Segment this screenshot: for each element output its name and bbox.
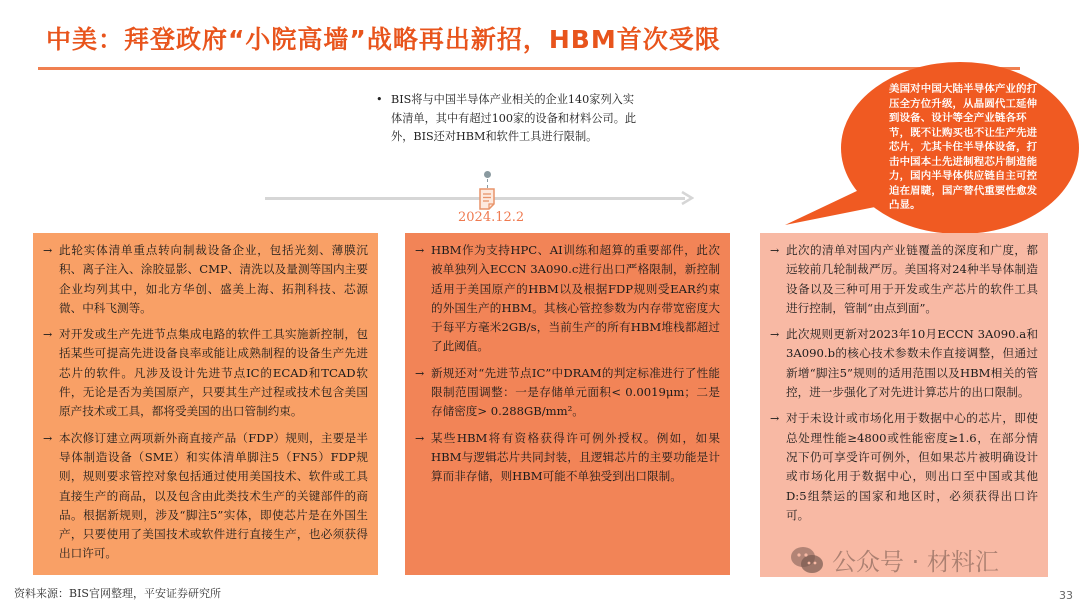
list-item	[43, 325, 368, 421]
page-title: 中美：拜登政府“小院高墙”战略再出新招，HBM首次受限	[46, 25, 721, 54]
arrow-icon: →	[415, 431, 425, 445]
item-text: 此次的清单对国内产业链覆盖的深度和广度，都远较前几轮制裁严厉。美国将对24种半导体制造设备以及三种可用于开发或生产芯片的软件工具进行控制，管制“由点到面”。	[786, 243, 1038, 315]
item-text: 对于未设计或市场化用于数据中心的芯片，即使总处理性能≥4800或性能密度≥1.6，在部分情况下仍可享受许可例外，但如果芯片被明确设计或市场化用于数据中心，则出口至中国或其他D:5组禁运的国家和地区时，必须获得出口许可。	[786, 411, 1038, 522]
timeline-axis	[265, 197, 685, 200]
item-text: 新规还对“先进节点IC”中DRAM的判定标准进行了性能限制范围调整：一是存储单元面积< 0.0019μm；二是存储密度> 0.288GB/mm²。	[431, 365, 720, 419]
item-text: 本次修订建立两项新外商直接产品（FDP）规则，主要是半导体制造设备（SME）和实体清单脚注5（FN5）FDP规则，规则要求管控对象包括通过使用美国技术、软件或工具直接生产的商品，以及包含由此类技术生产的关键部件的商品。根据新规则，涉及“脚注5”实体，即使芯片是在外国生产，只要使用了美国技术或软件进行直接生产，也必须获得出口许可。	[59, 430, 368, 561]
list-item	[415, 429, 720, 487]
right-panel	[760, 233, 1048, 577]
item-text: 某些HBM将有资格获得许可例外授权。例如，如果HBM与逻辑芯片共同封装，且逻辑芯片的主要功能是计算而非存储，则HBM可能不单独受到出口限制。	[431, 430, 720, 484]
event-description: BIS将与中国半导体产业相关的企业140家列入实体清单，其中有超过100家的设备和材料公司。此外，BIS还对HBM和软件工具进行限制。	[391, 93, 637, 143]
item-text: HBM作为支持HPC、AI训练和超算的重要部件，此次被单独列入ECCN 3A090.c进行出口严格限制，新控制适用于美国原产的HBM以及根据FDP规则受EAR约束的外国生产的HBM。其核心管控参数为内存带宽密度大于每平方毫米2GB/s，当前生产的所有HBM堆栈都超过了此阈值。	[431, 243, 720, 354]
list-item	[415, 241, 720, 357]
list-item	[415, 364, 720, 422]
page-number: 33	[1059, 589, 1073, 602]
source-note: 资料来源：BIS官网整理，平安证券研究所	[14, 587, 221, 600]
arrow-icon: →	[415, 366, 425, 380]
list-item	[43, 241, 368, 318]
arrow-icon: →	[770, 244, 780, 257]
arrow-icon: →	[770, 328, 780, 342]
list-item	[770, 325, 1038, 402]
watermark	[790, 542, 999, 577]
timeline-event-text	[378, 91, 640, 147]
timeline-arrow-icon	[680, 190, 694, 206]
list-item	[770, 241, 1038, 318]
arrow-icon: →	[43, 328, 53, 342]
wechat-icon	[790, 545, 824, 575]
arrow-icon: →	[43, 431, 53, 445]
list-item	[770, 409, 1038, 525]
bullet-marker: •	[376, 93, 383, 106]
arrow-icon: →	[770, 412, 780, 426]
document-icon	[478, 188, 496, 210]
item-text: 对开发或生产先进节点集成电路的软件工具实施新控制，包括某些可提高先进设备良率或能让成熟制程的设备生产先进芯片的软件。凡涉及设计先进节点IC的ECAD和TCAD软件，无论是否为美国原产，只要其生产过程或技术包含美国原产技术或工具，都将受美国的出口管制约束。	[59, 327, 368, 419]
list-item	[43, 429, 368, 564]
watermark-text: 公众号 · 材料汇	[832, 548, 999, 576]
timeline-marker-dot	[484, 171, 491, 178]
arrow-icon: →	[43, 244, 53, 257]
item-text: 此次规则更新对2023年10月ECCN 3A090.a和3A090.b的核心技术参数未作直接调整，但通过新增“脚注5”规则的适用范围以及HBM相关的管控，进一步强化了对先进计算芯片的出口限制。	[786, 327, 1038, 400]
arrow-icon: →	[415, 244, 425, 257]
callout-text: 美国对中国大陆半导体产业的打压全方位升级，从晶圆代工延伸到设备、设计等全产业链各环节，既不让购买也不让生产先进芯片，尤其卡住半导体设备，打击中国本土先进制程芯片制造能力，国内半导体供应链自主可控迫在眉睫，国产替代重要性愈发凸显。	[889, 83, 1038, 211]
middle-panel	[405, 233, 730, 575]
timeline-marker-stem	[487, 179, 489, 188]
timeline-date: 2024.12.2	[458, 210, 525, 225]
left-panel	[33, 233, 378, 575]
item-text: 此轮实体清单重点转向制裁设备企业，包括光刻、薄膜沉积、离子注入、涂胶显影、CMP、清洗以及量测等国内主要企业均列其中，如北方华创、盛美上海、拓荆科技、芯源微、中科飞测等。	[59, 243, 368, 315]
